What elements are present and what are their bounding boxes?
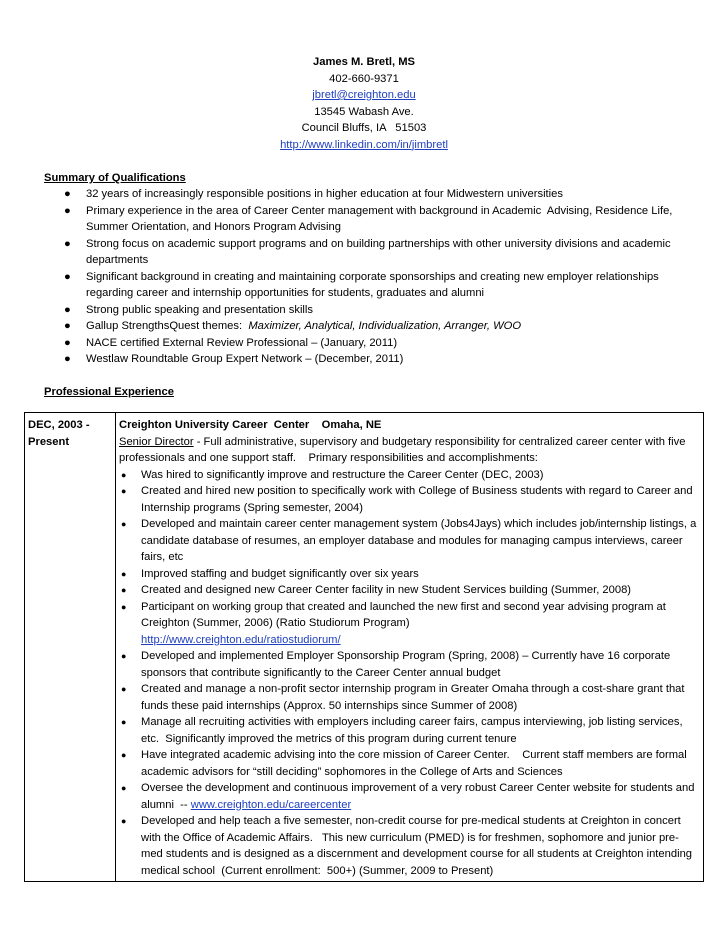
list-item: ● Developed and help teach a five semester, non-credit course for pre-medical students at Creighton in concert with the Office of Academic Affairs. This new curriculum (PMED) is for freshmen, sophomore and junior pre-med students and is designed as a discernment and development course for all students at Creighton intending medical school (Current enrollment: 500+) (Summer, 2009 to Present)	[121, 815, 696, 877]
bullet-icon: ●	[64, 303, 71, 316]
bullet-icon: ●	[121, 585, 127, 595]
linkedin-link[interactable]: http://www.linkedin.com/in/jimbretl	[280, 138, 448, 151]
bullet-icon: ●	[64, 204, 71, 217]
bullet-icon: ●	[121, 750, 127, 760]
candidate-name: James M. Bretl, MS	[313, 56, 415, 68]
street-address: 13545 Wabash Ave.	[314, 105, 414, 118]
list-item: ● Created and hired new position to specifically work with College of Business students with regard to Career and Internship programs (Spring semester, 2004)	[121, 485, 693, 514]
strengths-themes: Maximizer, Analytical, Individualization, Arranger, WOO	[248, 320, 522, 332]
experience-table	[24, 412, 704, 882]
bullet-icon: ●	[121, 568, 127, 579]
bullet-icon: ●	[121, 684, 127, 694]
list-item: ● Gallup StrengthsQuest themes: Maximizer, Analytical, Individualization, Arranger, WOO	[60, 318, 692, 335]
list-item: ● Westlaw Roundtable Group Expert Network – (December, 2011)	[60, 351, 692, 368]
resume-header	[0, 54, 728, 153]
list-item: ● Participant on working group that created and launched the new first and second year advising program at Creighton (Summer, 2006) (Ratio Studiorum Program) http://www.creighton.edu/ratiostudiorum/	[121, 600, 666, 646]
bullet-icon: ●	[121, 783, 127, 793]
bullet-icon: ●	[121, 816, 127, 826]
bullet-icon: ●	[64, 320, 71, 332]
phone-number: 402-660-9371	[329, 72, 399, 85]
bullet-icon: ●	[121, 469, 127, 480]
list-item: ● Significant background in creating and maintaining corporate sponsorships and creating new employer relationships regarding career and internship opportunities for students, graduates and alumni	[64, 270, 659, 299]
list-item: ● Was hired to significantly improve and restructure the Career Center (DEC, 2003)	[119, 467, 700, 484]
career-center-link[interactable]: www.creighton.edu/careercenter	[190, 798, 352, 811]
qualifications-list	[60, 186, 692, 368]
list-item: ● 32 years of increasingly responsible positions in higher education at four Midwestern universities	[60, 186, 692, 203]
bullet-icon: ●	[121, 717, 127, 727]
job-details	[116, 413, 704, 882]
job-role: Senior Director	[119, 435, 194, 448]
list-item: ● Strong focus on academic support programs and on building partnerships with other university divisions and academic departments	[64, 237, 671, 266]
bullet-icon: ●	[121, 486, 127, 496]
list-item: ● Created and manage a non-profit sector internship program in Greater Omaha through a cost-share grant that funds these paid internships (Approx. 50 internships since Summer of 2008)	[121, 683, 685, 712]
table-row	[25, 413, 704, 882]
bullet-icon: ●	[121, 601, 127, 612]
list-item: ● Have integrated academic advising into the core mission of Career Center. Current staff members are formal academic advisors for “still deciding” sophomores in the College of Arts and Sciences	[121, 749, 690, 778]
bullet-icon: ●	[64, 188, 71, 200]
list-item: ● NACE certified External Review Professional – (January, 2011)	[60, 335, 692, 352]
bullet-icon: ●	[121, 519, 127, 529]
bullet-icon: ●	[64, 237, 71, 250]
employer-name: Creighton University Career Center Omaha, NE	[119, 419, 382, 431]
city-state-zip: Council Bluffs, IA 51503	[301, 122, 427, 134]
job-summary: Senior Director - Full administrative, supervisory and budgetary responsibility for centralized career center with five professionals and one support staff. Primary responsibilities and accomplishments:	[119, 435, 689, 464]
job-dates: DEC, 2003 - Present	[25, 413, 116, 882]
summary-heading: Summary of Qualifications	[44, 172, 186, 184]
bullet-icon: ●	[64, 270, 71, 283]
list-item: ● Created and designed new Career Center facility in new Student Services building (Summer, 2008)	[119, 582, 700, 599]
bullet-icon: ●	[121, 651, 127, 661]
list-item: ● Primary experience in the area of Career Center management with background in Academic Advising, Residence Life, Summer Orientation, and Honors Program Advising	[64, 204, 676, 233]
ratio-studiorum-link[interactable]: http://www.creighton.edu/ratiostudiorum/	[141, 633, 341, 646]
bullet-icon: ●	[64, 353, 71, 365]
email-link[interactable]: jbretl@creighton.edu	[312, 89, 416, 101]
list-item: ● Strong public speaking and presentation skills	[60, 302, 692, 319]
list-item: ● Improved staffing and budget significantly over six years	[119, 566, 700, 583]
list-item: ● Oversee the development and continuous improvement of a very robust Career Center website for students and alumni -- www.creighton.edu/careercenter	[121, 782, 698, 811]
duties-list	[119, 467, 700, 880]
list-item: ● Developed and maintain career center management system (Jobs4Jays) which includes job/internship listings, a candidate database of resumes, an employer database and modules for managing campus interviews, career fairs, etc	[121, 518, 697, 563]
experience-heading: Professional Experience	[44, 386, 174, 398]
bullet-icon: ●	[64, 336, 71, 349]
list-item: ● Manage all recruiting activities with employers including career fairs, campus interviewing, job listing services, etc. Significantly improved the metrics of this program during current tenure	[121, 716, 686, 745]
list-item: ● Developed and implemented Employer Sponsorship Program (Spring, 2008) – Currently have 16 corporate sponsors that contribute significantly to the Career Center annual budget	[121, 650, 671, 679]
